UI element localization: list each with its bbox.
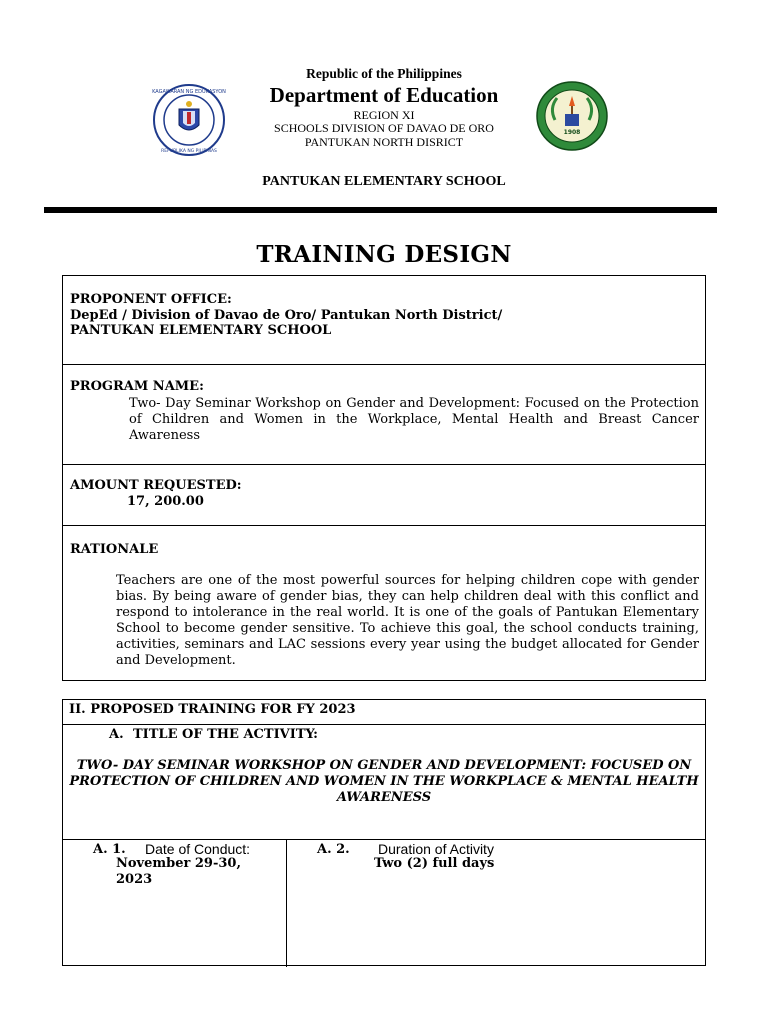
- proponent-line1: DepEd / Division of Davao de Oro/ Pantukan North District/: [70, 308, 503, 323]
- section2-heading: II. PROPOSED TRAINING FOR FY 2023: [69, 702, 356, 717]
- a1-label: Date of Conduct:: [145, 841, 251, 857]
- rationale-box: [62, 525, 706, 681]
- a1-value-line1: November 29-30,: [116, 856, 241, 871]
- sub-a-marker: A.: [109, 727, 124, 742]
- a-row: [63, 839, 705, 967]
- proponent-box: [62, 275, 706, 365]
- header-division: SCHOOLS DIVISION OF DAVAO DE ORO: [274, 121, 494, 135]
- proponent-line2: PANTUKAN ELEMENTARY SCHOOL: [70, 323, 332, 338]
- a2-label: Duration of Activity: [378, 841, 494, 857]
- document-title: TRAINING DESIGN: [256, 241, 512, 268]
- section2-heading-row: [63, 700, 705, 725]
- amount-value: 17, 200.00: [127, 494, 204, 509]
- program-label: PROGRAM NAME:: [70, 379, 204, 394]
- header-district: PANTUKAN NORTH DISRICT: [304, 135, 464, 149]
- header-school: PANTUKAN ELEMENTARY SCHOOL: [262, 174, 506, 189]
- rationale-text: [116, 573, 699, 669]
- a1-value-line2: 2023: [116, 872, 153, 887]
- seal-text-top: KAGAWARAN NG EDUKASYON: [152, 89, 226, 95]
- sub-a-label: TITLE OF THE ACTIVITY:: [133, 727, 318, 742]
- seal-year: 1908: [563, 129, 581, 136]
- header-republic: Republic of the Philippines: [306, 66, 462, 81]
- rationale-body: Teachers are one of the most powerful sources for helping children cope with gender bias. By being aware of gender bias, they can help children deal with this conflict and respond to intolerance in the real world. It is one of the goals of Pantukan Elementary School to become gender sensitive. To achieve this goal, the school conducts training, activities, seminars and LAC sessions every year using the budget allocated for Gender and Development.: [116, 573, 699, 668]
- header-divider: [44, 207, 717, 213]
- a2-marker: A. 2.: [317, 842, 350, 857]
- program-box: [62, 364, 706, 465]
- amount-box: [62, 464, 706, 526]
- a2-value: Two (2) full days: [374, 856, 495, 871]
- rationale-label: RATIONALE: [70, 542, 159, 557]
- header-department: Department of Education: [269, 83, 499, 107]
- program-text: Two- Day Seminar Workshop on Gender and Development: Focused on the Protection of Children and Women in the Workplace, Mental Health and Breast Cancer Awareness: [129, 396, 699, 443]
- section2-box: [62, 699, 706, 966]
- seal-text-bottom: REPUBLIKA NG PILIPINAS: [161, 149, 217, 154]
- a1-marker: A. 1.: [93, 842, 126, 857]
- activity-title: TWO- DAY SEMINAR WORKSHOP ON GENDER AND DEVELOPMENT: FOCUSED ON PROTECTION OF CHILDREN AND WOMEN IN THE WORKPLACE & MENTAL HEALTH AWARENESS: [69, 758, 699, 805]
- header-region: REGION XI: [353, 108, 415, 122]
- amount-label: AMOUNT REQUESTED:: [70, 478, 242, 493]
- proponent-label: PROPONENT OFFICE:: [70, 292, 232, 307]
- a-row-divider: [286, 840, 287, 967]
